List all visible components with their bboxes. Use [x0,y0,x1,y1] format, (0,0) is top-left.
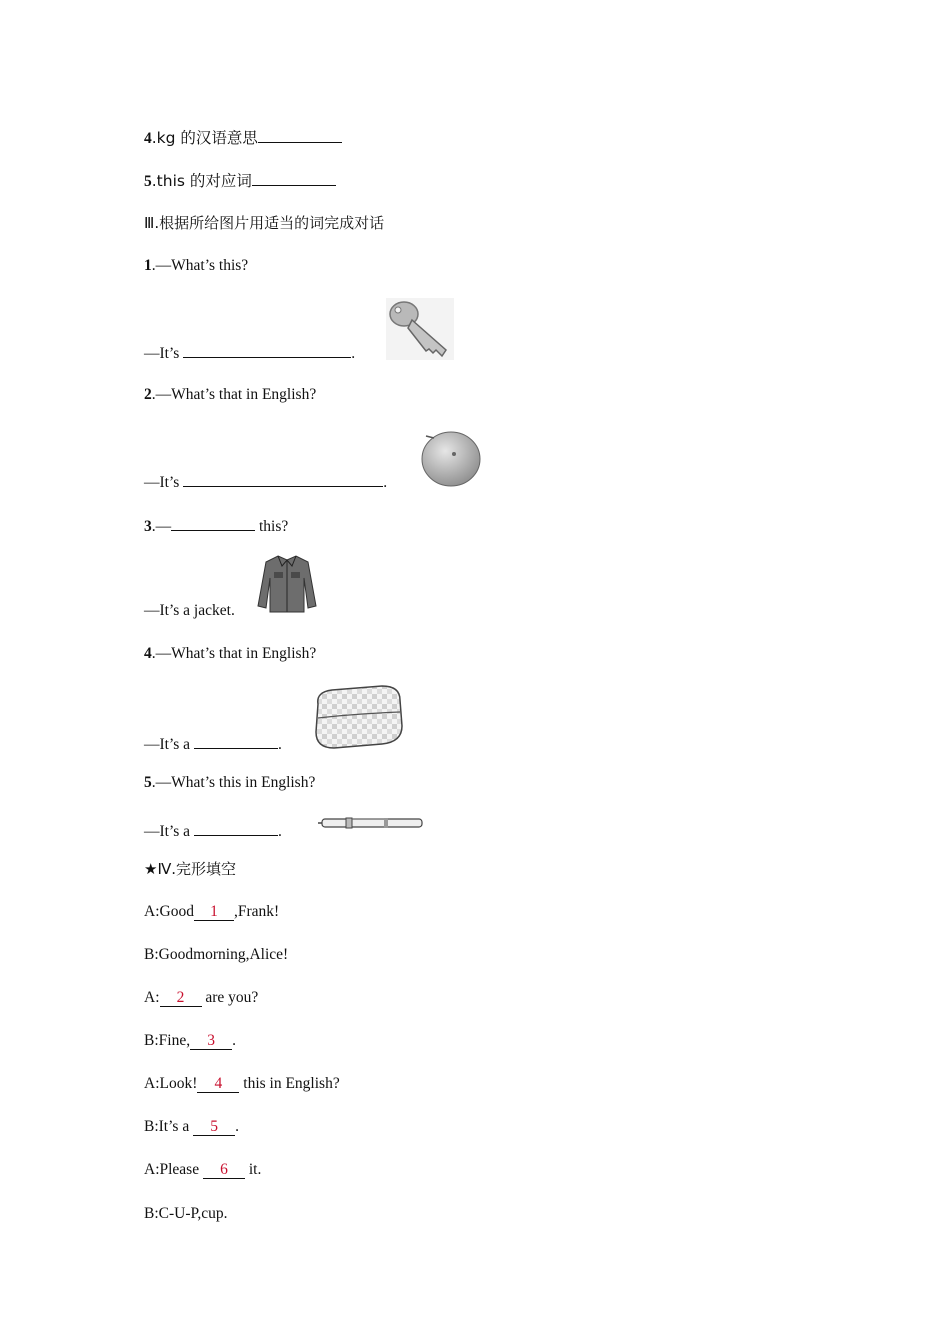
part2-q4: 4.kg 的汉语意思 [144,127,342,149]
s3-q1-question: 1.—What’s this? [144,257,249,274]
cloze-blank-4[interactable]: 4 [197,1076,239,1093]
cloze-line-3: A: 2 are you? [144,989,259,1006]
cloze-blank-1[interactable]: 1 [194,904,234,921]
answer-blank[interactable] [183,471,383,487]
section4-title: ★Ⅳ.完形填空 [144,860,237,878]
cloze-blank-5[interactable]: 5 [193,1119,235,1136]
quilt-icon [312,684,404,750]
section3-title: Ⅲ.根据所给图片用适当的词完成对话 [144,214,385,232]
part2-q5: 5.this 的对应词 [144,170,336,192]
pen-icon [318,815,428,831]
s3-q5-answer: —It’s a . [144,820,282,842]
s3-q4-answer: —It’s a . [144,733,282,755]
s3-q4-question: 4.—What’s that in English? [144,645,317,662]
answer-blank[interactable] [194,820,278,836]
answer-blank[interactable] [252,170,336,186]
orange-icon [418,428,482,488]
s3-q1-answer: —It’s . [144,342,355,364]
s3-q2-answer: —It’s . [144,471,387,493]
cloze-line-1: A:Good 1 ,Frank! [144,903,280,920]
answer-blank[interactable] [183,342,351,358]
cloze-blank-2[interactable]: 2 [160,990,202,1007]
cloze-line-8: B:C-U-P,cup. [144,1205,228,1222]
cloze-blank-3[interactable]: 3 [190,1033,232,1050]
s3-q5-question: 5.—What’s this in English? [144,774,316,791]
cloze-line-5: A:Look! 4 this in English? [144,1075,340,1092]
cloze-line-2: B:Goodmorning,Alice! [144,946,289,963]
s3-q2-question: 2.—What’s that in English? [144,386,317,403]
key-icon [386,298,454,360]
s3-q3-question: 3.— this? [144,515,288,537]
answer-blank[interactable] [258,127,342,143]
cloze-line-6: B:It’s a 5 . [144,1118,239,1135]
cloze-line-4: B:Fine, 3 . [144,1032,236,1049]
cloze-blank-6[interactable]: 6 [203,1162,245,1179]
answer-blank[interactable] [171,515,255,531]
s3-q3-answer: —It’s a jacket. [144,602,235,619]
cloze-line-7: A:Please 6 it. [144,1161,262,1178]
jacket-icon [256,554,318,614]
answer-blank[interactable] [194,733,278,749]
